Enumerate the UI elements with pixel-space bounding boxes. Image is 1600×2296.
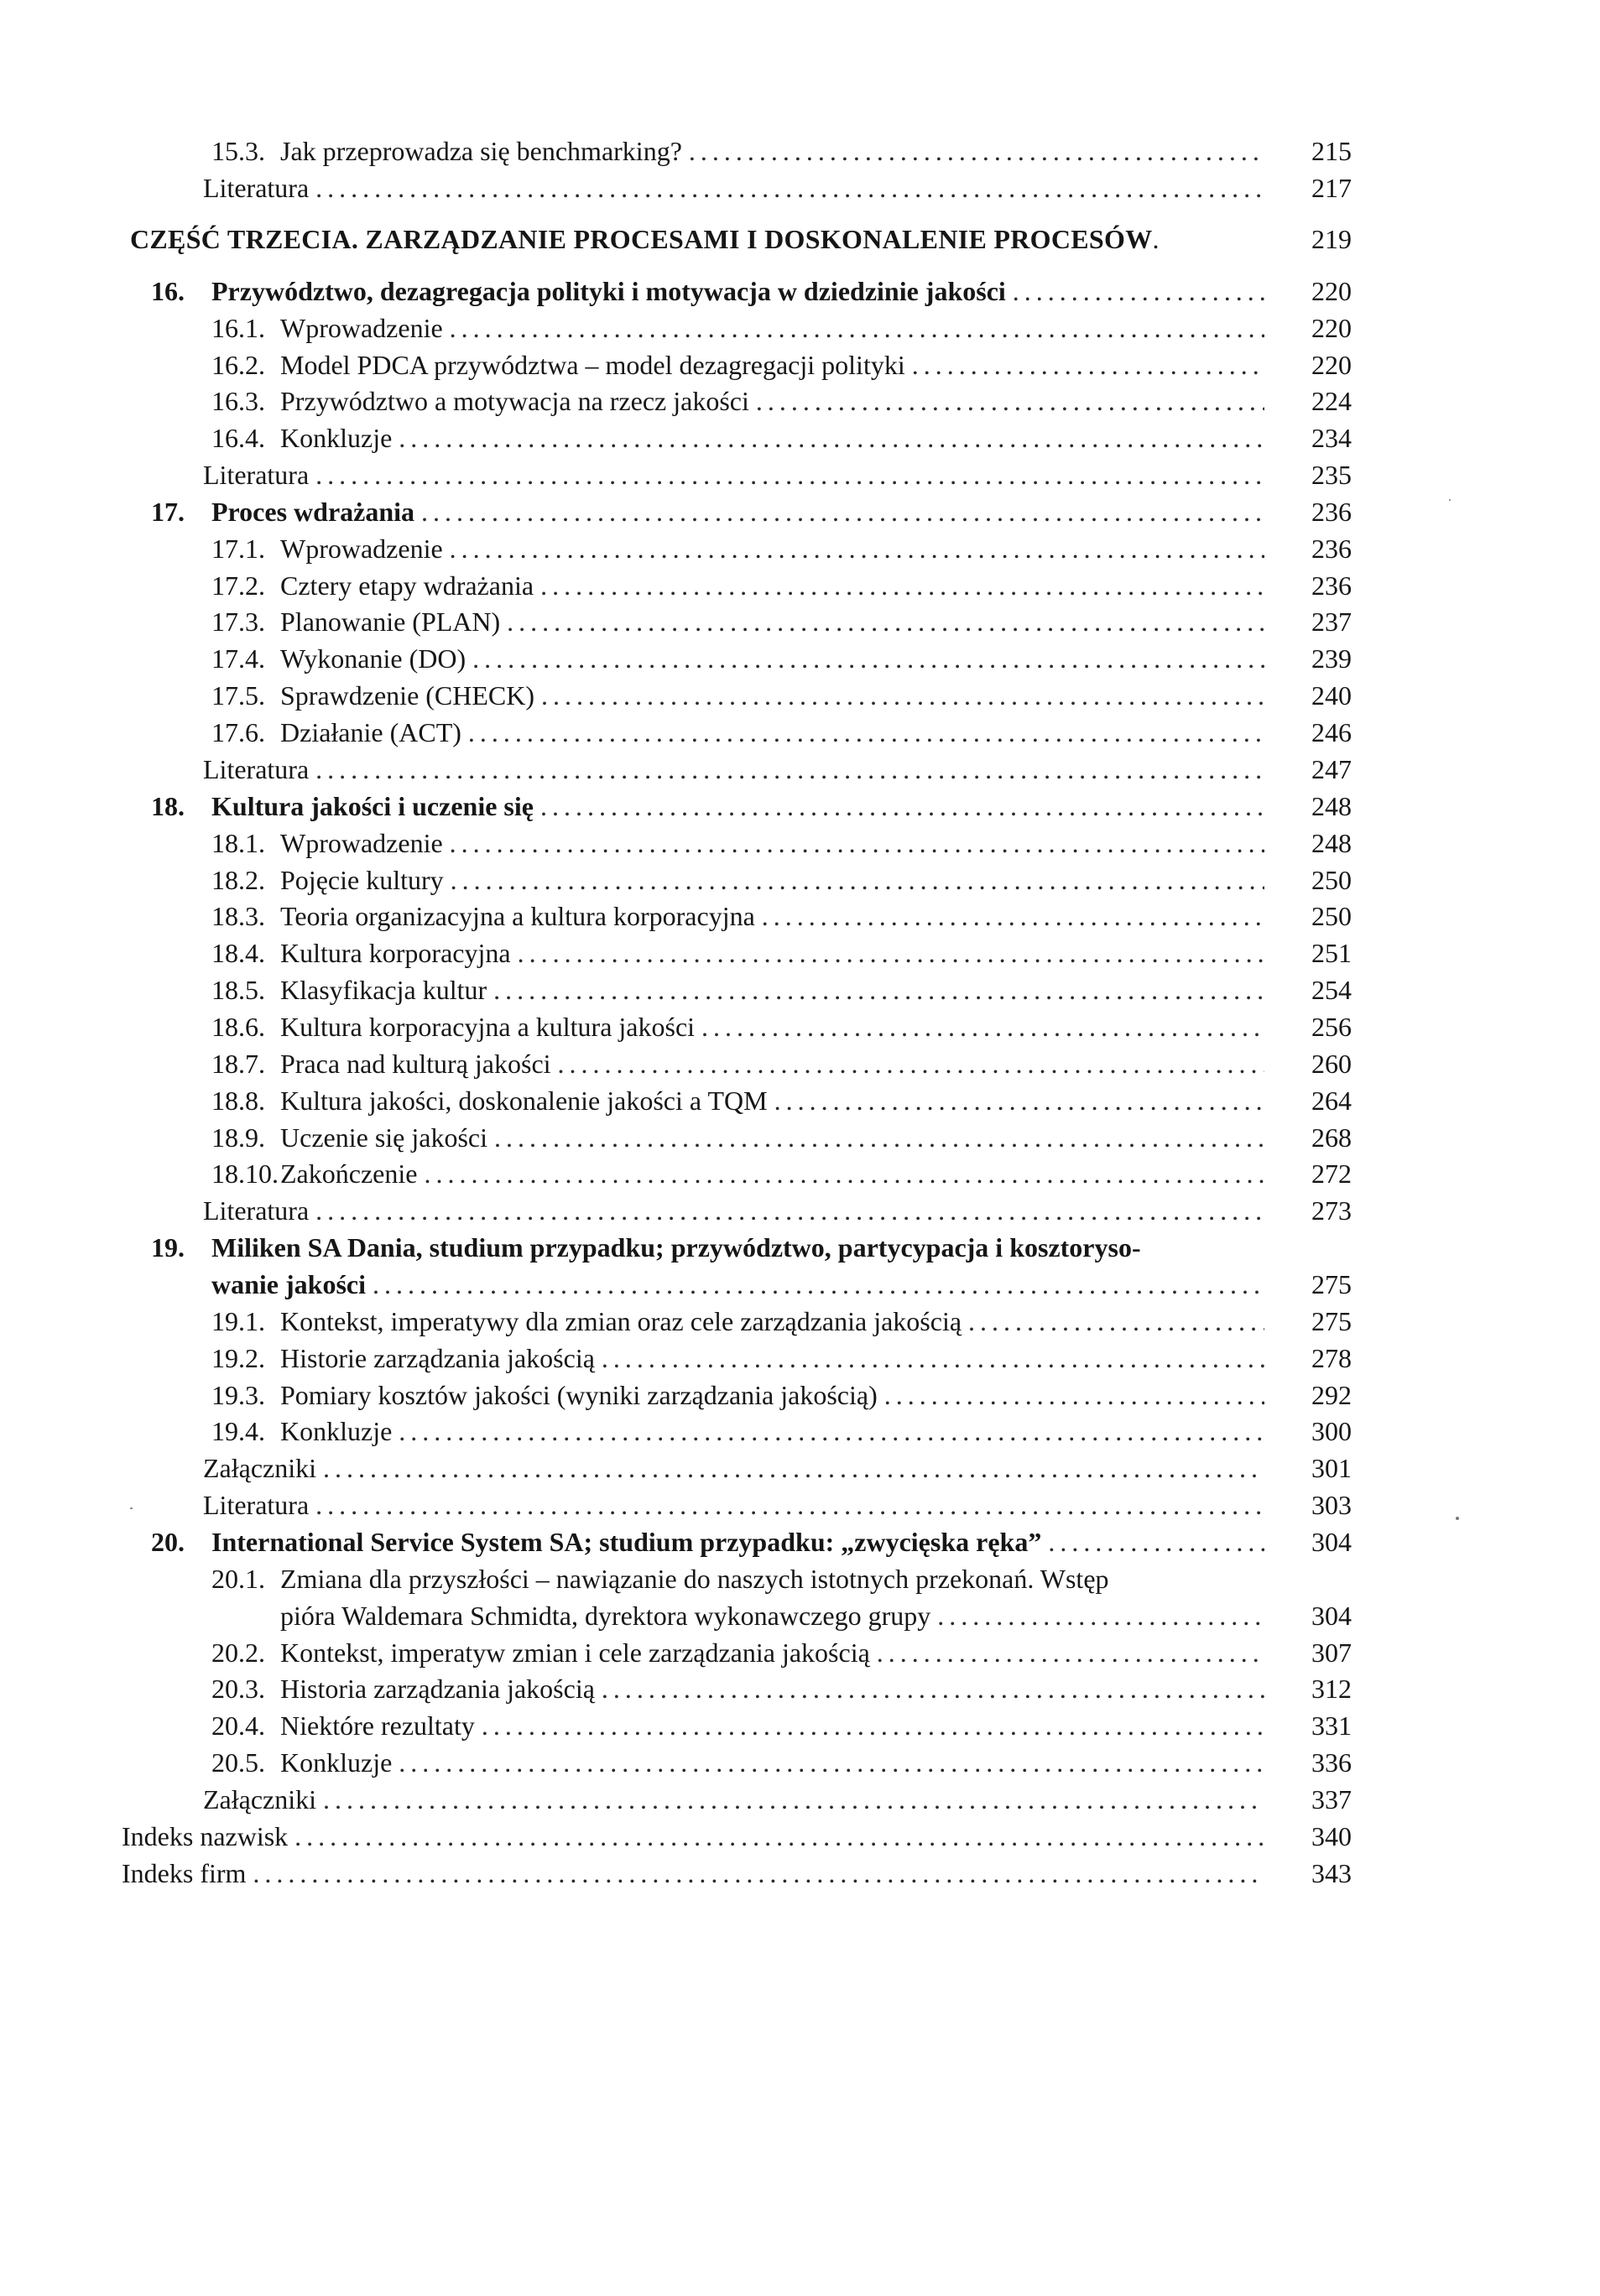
entry-number: 17. (151, 497, 185, 527)
entry-title: Jak przeprowadza się benchmarking? (280, 136, 682, 166)
page-number: 250 (1311, 865, 1352, 895)
entry-number: 18.5. (211, 975, 265, 1005)
toc-entry (211, 603, 1352, 640)
dot-leader: . (1152, 224, 1160, 254)
page-number: 237 (1311, 607, 1352, 637)
entry-number: 18.10. (211, 1158, 279, 1189)
entry-number: 17.1. (211, 534, 265, 564)
entry-title: Zakończenie (280, 1158, 418, 1189)
entry-number: 18. (151, 791, 185, 821)
toc-entry (280, 1597, 1352, 1634)
entry-number: 19.2. (211, 1343, 265, 1373)
page-number: 236 (1311, 570, 1352, 601)
page-number: 248 (1311, 791, 1352, 821)
page-number: 234 (1311, 423, 1352, 453)
scan-speck (1449, 499, 1451, 501)
toc-entry (211, 530, 1352, 567)
dot-leader (482, 1707, 1264, 1744)
entry-number: 18.7. (211, 1049, 265, 1079)
dot-leader (451, 862, 1264, 898)
entry-title: Klasyfikacja kultur (280, 975, 487, 1005)
page-number: 268 (1311, 1122, 1352, 1153)
entry-title: Konkluzje (280, 1416, 393, 1446)
entry-number: 19.3. (211, 1380, 265, 1410)
entry-title: Załączniki (203, 1453, 317, 1483)
scan-speck (130, 1507, 133, 1509)
page-number: 217 (1311, 173, 1352, 203)
entry-number: 16.4. (211, 423, 265, 453)
entry-title: Literatura (203, 1195, 310, 1226)
chapter-entry (151, 1523, 1352, 1560)
toc-entry (211, 1413, 1352, 1450)
entry-title: Model PDCA przywództwa – model dezagregacji polityki (280, 350, 905, 380)
toc-entry (203, 1781, 1352, 1818)
toc-entry (211, 898, 1352, 935)
page-number: 300 (1311, 1416, 1352, 1446)
entry-title: Planowanie (PLAN) (280, 607, 501, 637)
entry-title: Proces wdrażania (211, 497, 415, 527)
toc-entry (211, 935, 1352, 971)
page-number: 251 (1311, 938, 1352, 968)
toc-entry (211, 640, 1352, 677)
dot-leader (399, 1413, 1264, 1450)
toc-entry (211, 1634, 1352, 1671)
entry-number: 17.2. (211, 570, 265, 601)
entry-number: 20.1. (211, 1564, 265, 1594)
dot-leader (756, 383, 1264, 419)
dot-leader (540, 567, 1264, 604)
page-number: 275 (1311, 1269, 1352, 1299)
entry-title: Historia zarządzania jakością (280, 1674, 595, 1704)
page-number: 219 (1311, 224, 1352, 254)
dot-leader (450, 825, 1264, 862)
entry-title: Indeks nazwisk (122, 1821, 289, 1851)
page-number: 254 (1311, 975, 1352, 1005)
entry-title: Działanie (ACT) (280, 717, 461, 747)
toc-entry (203, 169, 1352, 206)
page-number: 337 (1311, 1784, 1352, 1814)
entry-number: 20.2. (211, 1637, 265, 1668)
chapter-entry (151, 1229, 1269, 1266)
entry-number: 17.6. (211, 717, 265, 747)
dot-leader (518, 935, 1264, 971)
scan-speck (1456, 1517, 1459, 1520)
entry-number: 18.9. (211, 1122, 265, 1153)
entry-number: 18.8. (211, 1086, 265, 1116)
entry-title: Literatura (203, 460, 310, 490)
toc-entry (211, 1155, 1352, 1192)
page-number: 275 (1311, 1306, 1352, 1336)
entry-title: Miliken SA Dania, studium przypadku; przywództwo, partycypacja i kosztoryso- (211, 1232, 1141, 1263)
toc-entry (211, 1670, 1352, 1707)
page-number: 224 (1311, 386, 1352, 416)
entry-title: Literatura (203, 1490, 310, 1520)
entry-number: 16.1. (211, 313, 265, 343)
dot-leader (701, 1008, 1264, 1045)
entry-number: 20. (151, 1527, 185, 1557)
page-number: 264 (1311, 1086, 1352, 1116)
entry-number: 19.1. (211, 1306, 265, 1336)
page-number: 312 (1311, 1674, 1352, 1704)
toc-entry (211, 825, 1352, 862)
dot-leader (421, 493, 1264, 530)
entry-number: 20.3. (211, 1674, 265, 1704)
toc-entry (211, 346, 1352, 383)
page-number: 273 (1311, 1195, 1352, 1226)
entry-number: 16. (151, 276, 185, 306)
dot-leader (468, 714, 1264, 751)
entry-number: 18.6. (211, 1012, 265, 1042)
page-number: 331 (1311, 1710, 1352, 1741)
dot-leader (450, 310, 1264, 346)
page-number: 235 (1311, 460, 1352, 490)
entry-title: Załączniki (203, 1784, 317, 1814)
entry-number: 17.5. (211, 680, 265, 711)
toc-entry (211, 971, 1352, 1008)
entry-title: Kontekst, imperatywy dla zmian oraz cele zarządzania jakością (280, 1306, 962, 1336)
page-number: 247 (1311, 754, 1352, 784)
dot-leader (294, 1818, 1264, 1855)
dot-leader (399, 1744, 1264, 1781)
dot-leader (450, 530, 1264, 567)
entry-title: Kultura jakości, doskonalenie jakości a TQM (280, 1086, 768, 1116)
dot-leader (602, 1670, 1264, 1707)
entry-title: Pomiary kosztów jakości (wyniki zarządzania jakością) (280, 1380, 878, 1410)
dot-leader (315, 456, 1264, 493)
page-number: 236 (1311, 497, 1352, 527)
page-number: 240 (1311, 680, 1352, 711)
entry-number: 16.3. (211, 386, 265, 416)
entry-title: Wprowadzenie (280, 534, 443, 564)
chapter-entry (151, 493, 1352, 530)
entry-number: 17.4. (211, 643, 265, 674)
entry-title: Uczenie się jakości (280, 1122, 487, 1153)
page-number: 239 (1311, 643, 1352, 674)
page-number: 256 (1311, 1012, 1352, 1042)
entry-title: Teoria organizacyjna a kultura korporacyjna (280, 901, 755, 931)
entry-title: Pojęcie kultury (280, 865, 444, 895)
dot-leader (558, 1045, 1264, 1082)
dot-leader (877, 1634, 1264, 1671)
page-number: 336 (1311, 1747, 1352, 1778)
entry-title: Praca nad kulturą jakości (280, 1049, 551, 1079)
page-number: 215 (1311, 136, 1352, 166)
entry-number: 17.3. (211, 607, 265, 637)
page-number: 301 (1311, 1453, 1352, 1483)
toc-entry (211, 1707, 1352, 1744)
page-number: 278 (1311, 1343, 1352, 1373)
page-number: 272 (1311, 1158, 1352, 1189)
dot-leader (315, 751, 1264, 788)
entry-title: Literatura (203, 754, 310, 784)
dot-leader (540, 788, 1264, 825)
entry-title: Przywództwo, dezagregacja polityki i motywacja w dziedzinie jakości (211, 276, 1006, 306)
entry-title: International Service System SA; studium przypadku: „zwycięska ręka” (211, 1527, 1042, 1557)
dot-leader (507, 603, 1264, 640)
toc-entry (203, 1450, 1352, 1486)
page-number: 236 (1311, 534, 1352, 564)
dot-leader (937, 1597, 1264, 1634)
toc-entry (211, 310, 1352, 346)
page-number: 248 (1311, 828, 1352, 858)
entry-title: Historie zarządzania jakością (280, 1343, 595, 1373)
entry-number: 19.4. (211, 1416, 265, 1446)
dot-leader (493, 971, 1264, 1008)
chapter-entry (211, 1266, 1352, 1303)
page-number: 220 (1311, 350, 1352, 380)
toc-entry (211, 1008, 1352, 1045)
page-number: 246 (1311, 717, 1352, 747)
entry-title: Przywództwo a motywacja na rzecz jakości (280, 386, 749, 416)
toc-entry (211, 1045, 1352, 1082)
entry-title: Literatura (203, 173, 310, 203)
dot-leader (323, 1450, 1264, 1486)
toc-entry (211, 1744, 1352, 1781)
dot-leader (494, 1119, 1264, 1156)
entry-number: 15.3. (211, 136, 265, 166)
entry-title: Kultura korporacyjna a kultura jakości (280, 1012, 696, 1042)
page-number: 304 (1311, 1527, 1352, 1557)
dot-leader (762, 898, 1264, 935)
part-heading (130, 221, 1352, 258)
toc-entry (211, 1377, 1352, 1414)
entry-title: Wprowadzenie (280, 313, 443, 343)
page-number: 220 (1311, 313, 1352, 343)
toc-entry (211, 133, 1352, 169)
page-number: 340 (1311, 1821, 1352, 1851)
dot-leader (968, 1303, 1264, 1340)
dot-leader (373, 1266, 1264, 1303)
toc-entry (211, 1560, 1269, 1597)
toc-entry (211, 1119, 1352, 1156)
entry-number: 18.2. (211, 865, 265, 895)
dot-leader (472, 640, 1264, 677)
entry-title: Sprawdzenie (CHECK) (280, 680, 535, 711)
dot-leader (323, 1781, 1264, 1818)
entry-title: Niektóre rezultaty (280, 1710, 475, 1741)
entry-title: Wykonanie (DO) (280, 643, 466, 674)
toc-entry (211, 1303, 1352, 1340)
entry-title: CZĘŚĆ TRZECIA. ZARZĄDZANIE PROCESAMI I DOSKONALENIE PROCESÓW (130, 224, 1153, 254)
entry-title: Cztery etapy wdrażania (280, 570, 534, 601)
entry-title: Wprowadzenie (280, 828, 443, 858)
dot-leader (315, 1486, 1264, 1523)
entry-title: Zmiana dla przyszłości – nawiązanie do naszych istotnych przekonań. Wstęp (280, 1564, 1109, 1594)
entry-number: 18.4. (211, 938, 265, 968)
entry-number: 16.2. (211, 350, 265, 380)
page-number: 303 (1311, 1490, 1352, 1520)
page-number: 250 (1311, 901, 1352, 931)
toc-entry (203, 1192, 1352, 1229)
entry-title: wanie jakości (211, 1269, 366, 1299)
entry-number: 18.1. (211, 828, 265, 858)
entry-number: 19. (151, 1232, 185, 1263)
entry-title: Indeks firm (122, 1858, 247, 1888)
entry-title: pióra Waldemara Schmidta, dyrektora wykonawczego grupy (280, 1601, 931, 1631)
entry-number: 18.3. (211, 901, 265, 931)
toc-entry (203, 751, 1352, 788)
toc-entry (211, 677, 1352, 714)
page-number: 220 (1311, 276, 1352, 306)
dot-leader (315, 169, 1264, 206)
page-number: 304 (1311, 1601, 1352, 1631)
entry-title: Kontekst, imperatyw zmian i cele zarządzania jakością (280, 1637, 870, 1668)
dot-leader (1013, 273, 1264, 310)
toc-entry (211, 1082, 1352, 1119)
chapter-entry (151, 273, 1352, 310)
entry-number: 20.5. (211, 1747, 265, 1778)
entry-title: Konkluzje (280, 1747, 393, 1778)
toc-entry (203, 1486, 1352, 1523)
index-entry (122, 1818, 1352, 1855)
dot-leader (689, 133, 1264, 169)
dot-leader (602, 1340, 1264, 1377)
dot-leader (1048, 1523, 1264, 1560)
entry-number: 20.4. (211, 1710, 265, 1741)
index-entry (122, 1855, 1352, 1892)
dot-leader (884, 1377, 1264, 1414)
dot-leader (253, 1855, 1264, 1892)
toc-entry (211, 862, 1352, 898)
dot-leader (399, 419, 1264, 456)
dot-leader (912, 346, 1264, 383)
entry-title: Kultura korporacyjna (280, 938, 511, 968)
page-number: 307 (1311, 1637, 1352, 1668)
toc-entry (203, 456, 1352, 493)
page-number: 260 (1311, 1049, 1352, 1079)
dot-leader (774, 1082, 1264, 1119)
page-number: 292 (1311, 1380, 1352, 1410)
toc-entry (211, 419, 1352, 456)
dot-leader (315, 1192, 1264, 1229)
dot-leader (424, 1155, 1264, 1192)
page-number: 343 (1311, 1858, 1352, 1888)
toc-entry (211, 714, 1352, 751)
toc-entry (211, 383, 1352, 419)
toc-entry (211, 1340, 1352, 1377)
toc-entry (211, 567, 1352, 604)
entry-title: Kultura jakości i uczenie się (211, 791, 534, 821)
chapter-entry (151, 788, 1352, 825)
dot-leader (541, 677, 1264, 714)
entry-title: Konkluzje (280, 423, 393, 453)
